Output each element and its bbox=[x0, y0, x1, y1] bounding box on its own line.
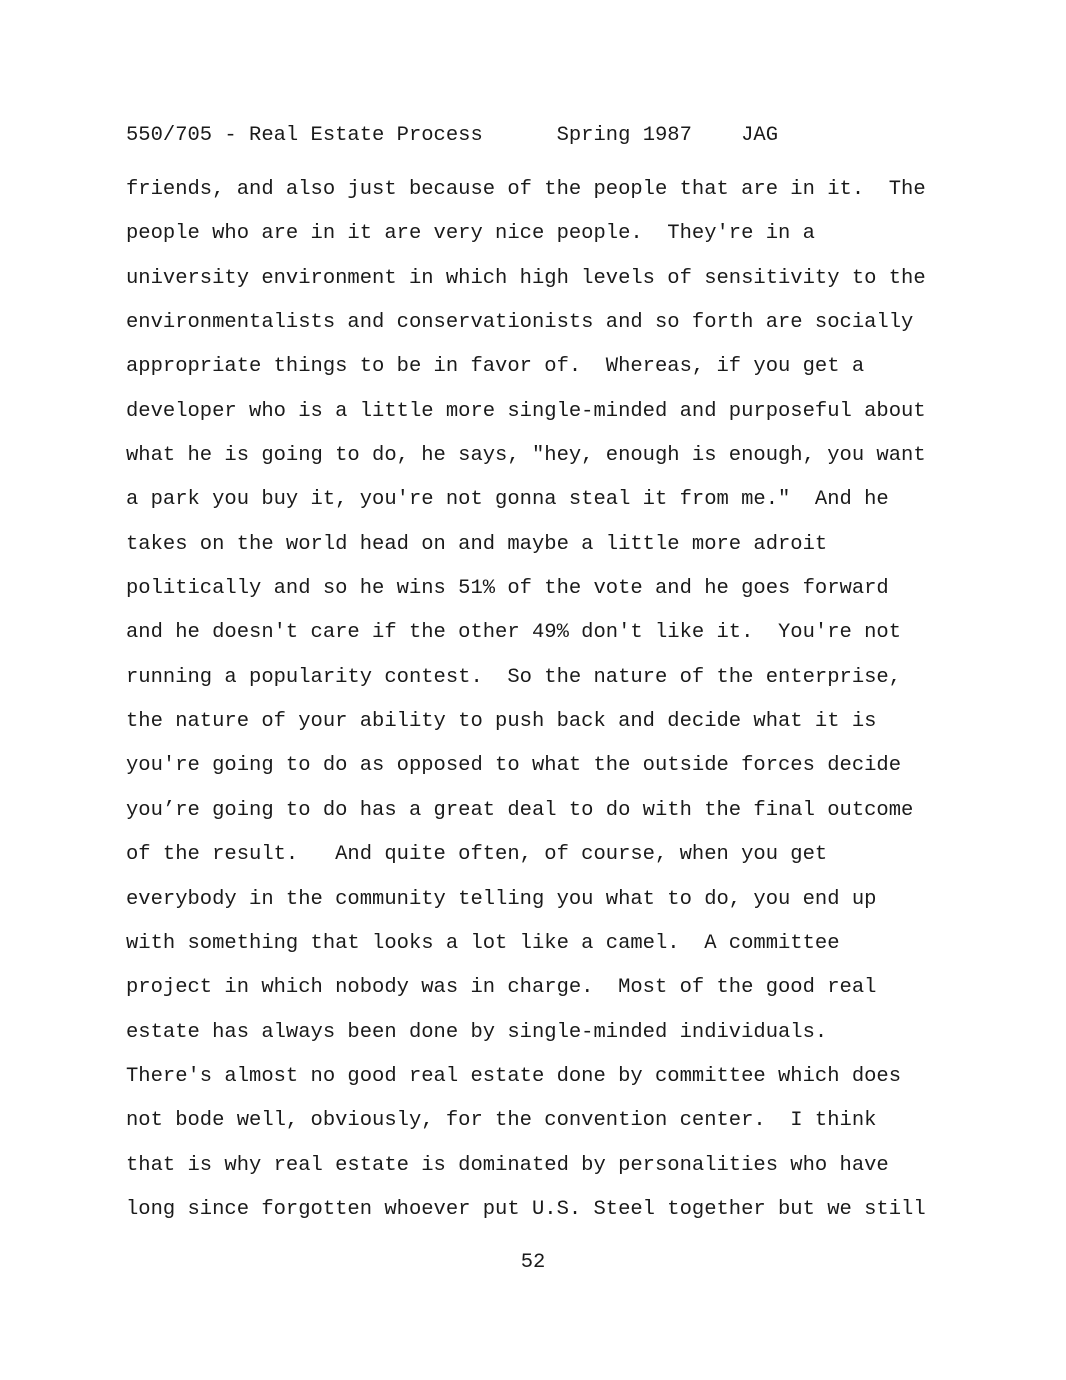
term: Spring 1987 bbox=[556, 124, 692, 147]
text-line: takes on the world head on and maybe a little more adroit bbox=[126, 532, 828, 556]
text-line: politically and so he wins 51% of the vote and he goes forward bbox=[126, 577, 889, 601]
header-gap bbox=[483, 124, 557, 147]
text-line: university environment in which high levels of sensitivity to the bbox=[126, 266, 926, 290]
text-line: not bode well, obviously, for the convention center. I think bbox=[126, 1109, 877, 1133]
text-line: environmentalists and conservationists and so forth are socially bbox=[126, 311, 914, 335]
text-line: you’re going to do has a great deal to do with the final outcome bbox=[126, 798, 914, 822]
text-line: and he doesn't care if the other 49% don't like it. You're not bbox=[126, 621, 902, 645]
text-line: people who are in it are very nice people. They're in a bbox=[126, 222, 815, 246]
transcript-body bbox=[126, 168, 956, 1232]
text-line: long since forgotten whoever put U.S. Steel together but we still bbox=[126, 1197, 926, 1221]
text-line: developer who is a little more single-minded and purposeful about bbox=[126, 399, 926, 423]
course-title: 550/705 - Real Estate Process bbox=[126, 124, 483, 147]
text-line: There's almost no good real estate done by committee which does bbox=[126, 1064, 902, 1088]
text-line: with something that looks a lot like a camel. A committee bbox=[126, 931, 840, 955]
text-line: project in which nobody was in charge. Most of the good real bbox=[126, 976, 877, 1000]
initials: JAG bbox=[741, 124, 779, 147]
text-line: of the result. And quite often, of course, when you get bbox=[126, 843, 828, 867]
text-line: you're going to do as opposed to what the outside forces decide bbox=[126, 754, 902, 778]
text-line: estate has always been done by single-minded individuals. bbox=[126, 1020, 828, 1044]
text-line: appropriate things to be in favor of. Whereas, if you get a bbox=[126, 355, 865, 379]
header-gap bbox=[692, 124, 741, 147]
text-line: that is why real estate is dominated by personalities who have bbox=[126, 1153, 889, 1177]
text-line: everybody in the community telling you what to do, you end up bbox=[126, 887, 877, 911]
text-line: what he is going to do, he says, "hey, enough is enough, you want bbox=[126, 444, 926, 468]
text-line: the nature of your ability to push back and decide what it is bbox=[126, 710, 877, 734]
running-header bbox=[126, 124, 778, 148]
page-number: 52 bbox=[520, 1251, 546, 1274]
text-line: running a popularity contest. So the nature of the enterprise, bbox=[126, 665, 902, 689]
text-line: friends, and also just because of the people that are in it. The bbox=[126, 178, 926, 201]
text-line: a park you buy it, you're not gonna steal it from me." And he bbox=[126, 488, 889, 512]
